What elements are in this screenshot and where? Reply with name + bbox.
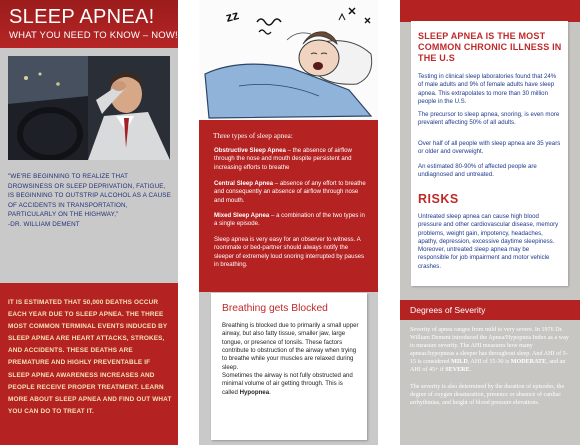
cover-subtitle: WHAT YOU NEED TO KNOW – NOW!: [9, 30, 178, 41]
breathing-text: Breathing is blocked due to primarily a small upper airway, but also fatty tissue, smaller jaw, large tongue, or presence of tonsils. These factors contribute to obstruction of the airway when trying to breathe while your muscles are relaxed during sleep.: [222, 322, 359, 371]
death-statistics-text: IT IS ESTIMATED THAT 50,000 DEATHS OCCUR EACH YEAR DUE TO SLEEP APNEA. THE THREE MOST COMMON TERMINAL EVENTS INDUCED BY SLEEP APNEA ARE HEART ATTACKS, STROKES, AND ACCIDENTS. THESE DEATHS ARE PREMATURE AND HIGHLY PREVENTABLE IF SLEEP APNEA AWARENESS INCREASES AND PEOPLE RECEIVE PROPER TREATMENT. LEARN MORE ABOUT SLEEP APNEA AND FIND OUT WHAT YOU CAN DO TO TREAT IT.: [8, 299, 172, 415]
apnea-types-section: [199, 120, 378, 292]
severity-title: Degrees of Severity: [410, 305, 486, 315]
snoring-sleeper-illustration: [199, 0, 378, 124]
obstructive-desc: – the absence of airflow through the nose and mouth despite persistent and increasing efforts to breathe: [214, 147, 352, 171]
mixed-apnea-item: [214, 212, 369, 229]
hypopnea-end: .: [269, 388, 271, 396]
dement-quote: [8, 172, 172, 230]
severity-intro: Severity of apnea ranges from mild to very severe. In 1976 Dr. William Dement introduced the Apnea/Hypopnea Index as a way to measure severity. The AHI measures how many apneas/hypopneas a sleeper has throughout sleep. And AHI of 5-15 is considered: [410, 327, 569, 366]
cover-title: SLEEP APNEA!: [9, 6, 155, 28]
breathing-title: Breathing gets Blocked: [222, 303, 328, 314]
panel-front-cover: [0, 0, 178, 445]
drowsy-driver-illustration: [8, 56, 170, 160]
risks-heading: RISKS: [418, 192, 459, 206]
prevalence-paragraph: Testing in clinical sleep laboratories found that 24% of male adults and 9% of female adults have sleep apnea. This extrapolates to more than 30 million people in the U.S.: [418, 73, 557, 105]
age-weight-paragraph: Over half of all people with sleep apnea are 35 years or older and overweight.: [418, 140, 561, 156]
central-apnea-item: [214, 180, 369, 205]
severity-text: [410, 326, 572, 407]
severity-severe: SEVERE: [445, 367, 470, 374]
hypopnea-term: Hypopnea: [239, 388, 270, 396]
chronic-illness-heading: SLEEP APNEA IS THE MOST COMMON CHRONIC ILLNESS IN THE U.S: [418, 31, 562, 63]
risks-paragraph: Untreated sleep apnea can cause high blood pressure and other cardiovascular disease, memory problems, weight gain, impotency, headaches, apathy, depression, excessive daytime sleepiness. Moreover, untreated sleep apnea may be responsible for job impairment and motor vehicle crashes.: [418, 213, 559, 270]
severity-period: .: [469, 367, 472, 374]
panel-types: [199, 0, 378, 445]
severity-tail: , and an AHI of 45+ if: [410, 359, 566, 374]
panel-statistics: [400, 0, 580, 445]
drowsy-driver-photo: [8, 56, 170, 160]
snore-zz-text: zz: [224, 7, 241, 25]
cover-header: [0, 0, 178, 48]
hypopnea-text: Sometimes the airway is not fully obstructed and minimal volume of air getting through. This is called: [222, 372, 353, 396]
quote-author: -DR. WILLIAM DEMENT: [8, 220, 80, 228]
mixed-desc: – a combination of the two types in a single episode.: [214, 212, 365, 228]
central-term: Central Sleep Apnea: [214, 180, 274, 187]
undiagnosed-paragraph: An estimated 80-90% of affected people are undiagnosed and untreated.: [418, 163, 537, 179]
severity-determinants: The severity is also determined by the duration of episodes, the degree of oxygen desaturation, presence or absence of cardiac arrhythmias, and height of blood pressure elevations.: [410, 383, 565, 406]
observer-note: Sleep apnea is very easy for an observer to witness. A roommate or bed-partner should always notify the sleeper of extremely loud snoring interrupted by pauses in breathing.: [214, 236, 365, 269]
central-desc: – absence of any effort to breathe and consequently an absence of airflow through nose and mouth.: [214, 180, 366, 204]
severity-mild: MILD: [451, 359, 468, 366]
obstructive-term: Obstructive Sleep Apnea: [214, 147, 286, 154]
death-statistics-box: [0, 283, 178, 445]
severity-mid: , AHI of 15-30 is: [467, 359, 511, 366]
obstructive-apnea-item: [214, 147, 369, 172]
quote-text: "WE'RE BEGINNING TO REALIZE THAT DROWSINESS OR SLEEP DEPRIVATION, FATIGUE, IS BEGINNING TO OUTSTRIP ALCOHOL AS A CAUSE OF ACCIDENTS IN TRANSPORTATION, PARTICULARLY ON THE HIGHWAY,": [8, 173, 171, 219]
breathing-blocked-card: [211, 293, 367, 440]
severity-moderate: MODERATE: [510, 359, 547, 366]
severity-title-bar: [400, 300, 580, 320]
snoring-paragraph: The precursor to sleep apnea, snoring, is even more prevalent affecting 50% of all adults.: [418, 111, 560, 127]
top-red-bar: [400, 0, 580, 22]
types-title: Three types of sleep apnea:: [213, 131, 293, 140]
breathing-body: [222, 322, 360, 397]
sleeping-man-drawing: [199, 0, 378, 124]
mixed-term: Mixed Sleep Apnea: [214, 212, 270, 219]
